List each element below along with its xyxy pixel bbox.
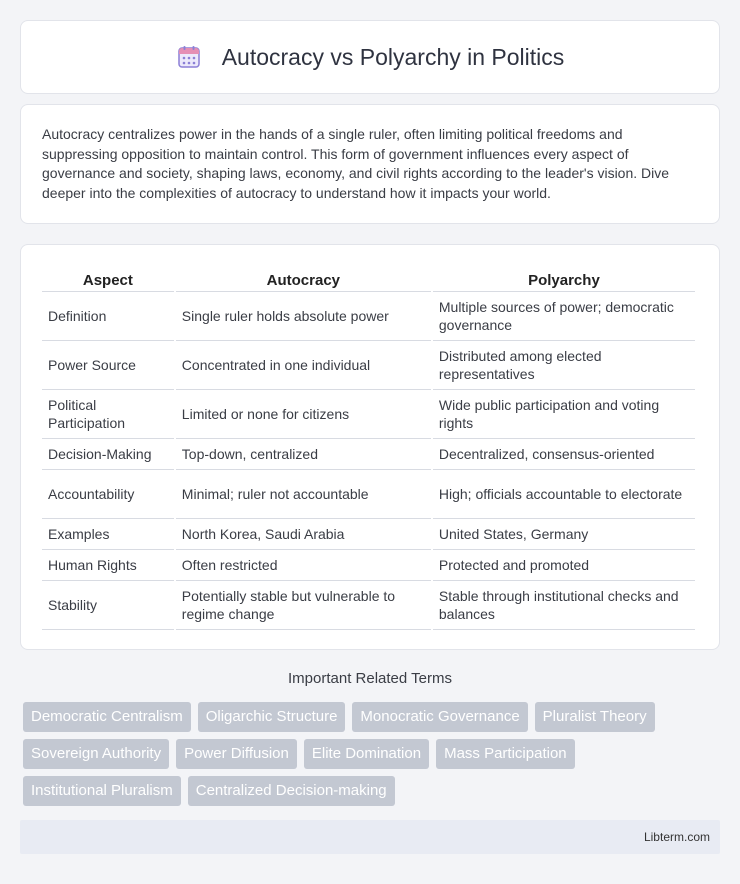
cell-polyarchy: Stable through institutional checks and balances: [433, 581, 695, 630]
column-header-polyarchy: Polyarchy: [433, 266, 695, 292]
table-header-row: [42, 266, 695, 292]
cell-autocracy: Potentially stable but vulnerable to regime change: [176, 581, 431, 630]
footer-site-link[interactable]: Libterm.com: [643, 830, 710, 844]
cell-polyarchy: Protected and promoted: [433, 550, 695, 581]
cell-aspect: Accountability: [42, 470, 174, 519]
related-term-tag[interactable]: Institutional Pluralism: [23, 776, 181, 806]
related-terms-title: Important Related Terms: [288, 670, 452, 687]
cell-autocracy: Single ruler holds absolute power: [176, 292, 431, 341]
page-title: Autocracy vs Polyarchy in Politics: [221, 43, 565, 70]
cell-autocracy: Limited or none for citizens: [176, 390, 431, 439]
cell-aspect: Political Participation: [42, 390, 174, 439]
header: [21, 21, 719, 93]
comparison-table: [40, 266, 697, 630]
comparison-table-card: [20, 244, 720, 650]
related-term-tag[interactable]: Power Diffusion: [176, 739, 297, 769]
cell-polyarchy: Wide public participation and voting rights: [433, 390, 695, 439]
related-terms-list: [23, 702, 723, 806]
cell-autocracy: Minimal; ruler not accountable: [176, 470, 431, 519]
cell-polyarchy: Distributed among elected representatives: [433, 341, 695, 390]
cell-aspect: Power Source: [42, 341, 174, 390]
related-term-tag[interactable]: Mass Participation: [436, 739, 575, 769]
table-row: [42, 390, 695, 439]
related-term-tag[interactable]: Elite Domination: [304, 739, 429, 769]
intro-text: Autocracy centralizes power in the hands of a single ruler, often limiting political freedoms and suppressing opposition to maintain control. This form of government influences every aspect of governance and society, shaping laws, economy, and civil rights according to the leader's vision. Dive deeper into the complexities of autocracy to understand how it impacts your world.: [42, 126, 670, 201]
table-row: [42, 292, 695, 341]
footer: [20, 820, 720, 854]
table-row: [42, 550, 695, 581]
intro-card: [20, 104, 720, 224]
cell-aspect: Stability: [42, 581, 174, 630]
cell-aspect: Definition: [42, 292, 174, 341]
cell-aspect: Human Rights: [42, 550, 174, 581]
calendar-icon: [176, 44, 202, 70]
cell-autocracy: Top-down, centralized: [176, 439, 431, 470]
column-header-aspect: Aspect: [42, 266, 174, 292]
cell-aspect: Examples: [42, 519, 174, 550]
related-term-tag[interactable]: Democratic Centralism: [23, 702, 191, 732]
cell-autocracy: Often restricted: [176, 550, 431, 581]
cell-polyarchy: Decentralized, consensus-oriented: [433, 439, 695, 470]
related-term-tag[interactable]: Pluralist Theory: [535, 702, 655, 732]
related-term-tag[interactable]: Oligarchic Structure: [198, 702, 346, 732]
related-term-tag[interactable]: Centralized Decision-making: [188, 776, 395, 806]
table-row: [42, 341, 695, 390]
table-row: [42, 581, 695, 630]
cell-autocracy: North Korea, Saudi Arabia: [176, 519, 431, 550]
table-row: [42, 470, 695, 519]
cell-polyarchy: Multiple sources of power; democratic governance: [433, 292, 695, 341]
cell-aspect: Decision-Making: [42, 439, 174, 470]
header-card: [20, 20, 720, 94]
table-row: [42, 439, 695, 470]
cell-polyarchy: High; officials accountable to electorate: [433, 470, 695, 519]
column-header-autocracy: Autocracy: [176, 266, 431, 292]
related-term-tag[interactable]: Monocratic Governance: [352, 702, 527, 732]
cell-polyarchy: United States, Germany: [433, 519, 695, 550]
table-row: [42, 519, 695, 550]
related-term-tag[interactable]: Sovereign Authority: [23, 739, 169, 769]
cell-autocracy: Concentrated in one individual: [176, 341, 431, 390]
